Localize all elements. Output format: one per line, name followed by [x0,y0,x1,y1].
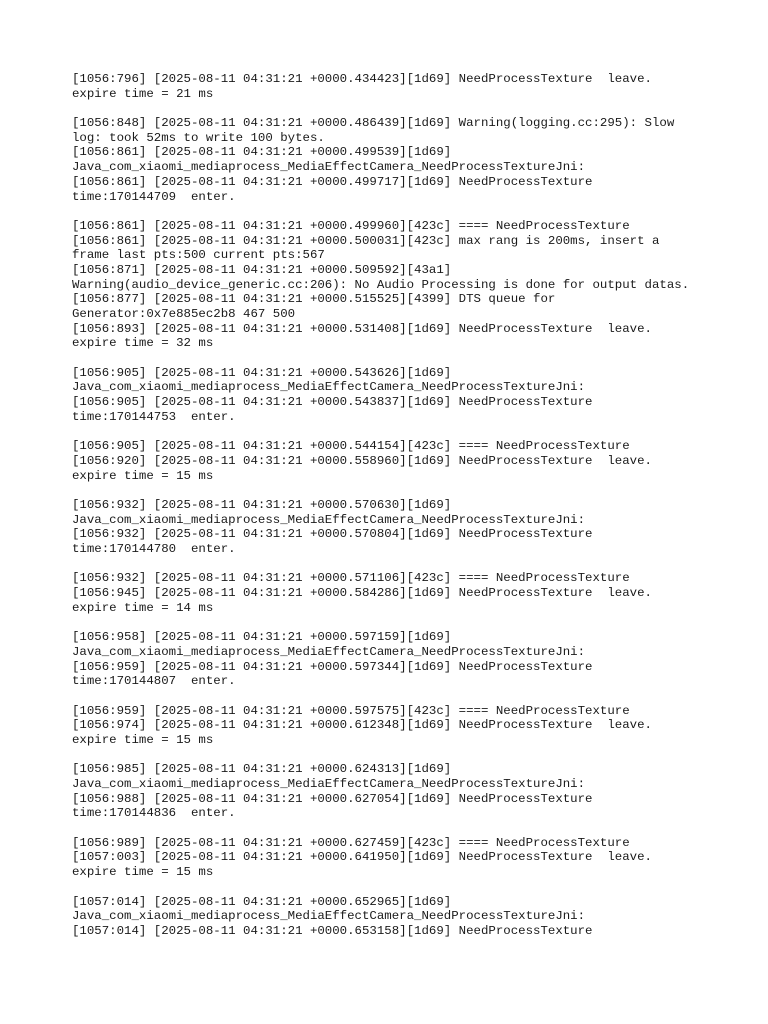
log-line: Warning(audio_device_generic.cc:206): No Audio Processing is done for output datas. [72,277,690,292]
log-line: Java_com_xiaomi_mediaprocess_MediaEffectCamera_NeedProcessTextureJni: [72,909,586,924]
log-line: [1056:945] [2025-08-11 04:31:21 +0000.584286][1d69] NeedProcessTexture leave. [72,586,652,601]
log-line: [1056:932] [2025-08-11 04:31:21 +0000.570804][1d69] NeedProcessTexture [72,527,593,542]
log-line: Generator:0x7e885ec2b8 467 500 [72,307,296,321]
blank-line [72,483,712,498]
log-line: expire time = 15 ms [72,865,214,880]
log-line: time:170144836 enter. [72,806,236,821]
log-line: Java_com_xiaomi_mediaprocess_MediaEffectCamera_NeedProcessTextureJni: [72,512,586,527]
log-line: [1056:974] [2025-08-11 04:31:21 +0000.612348][1d69] NeedProcessTexture leave. [72,718,652,733]
blank-line [72,821,712,836]
log-line: [1056:861] [2025-08-11 04:31:21 +0000.500031][423c] max rang is 200ms, insert a [72,233,660,248]
blank-line [72,425,712,440]
log-line: expire time = 21 ms [72,86,214,101]
log-line: expire time = 15 ms [72,732,214,747]
log-line: [1056:959] [2025-08-11 04:31:21 +0000.597344][1d69] NeedProcessTexture [72,659,593,674]
log-line: [1056:893] [2025-08-11 04:31:21 +0000.531408][1d69] NeedProcessTexture leave. [72,321,652,336]
log-line: [1056:905] [2025-08-11 04:31:21 +0000.544154][423c] ==== NeedProcessTexture [72,439,630,454]
log-line: [1056:905] [2025-08-11 04:31:21 +0000.543626][1d69] [72,365,452,380]
blank-line [72,351,712,366]
log-document [72,72,712,939]
log-line: [1056:848] [2025-08-11 04:31:21 +0000.486439][1d69] Warning(logging.cc:295): Slow [72,116,675,131]
log-line: [1056:871] [2025-08-11 04:31:21 +0000.509592][43a1] [72,262,452,277]
log-line: [1056:861] [2025-08-11 04:31:21 +0000.499539][1d69] [72,145,452,160]
log-line: [1056:989] [2025-08-11 04:31:21 +0000.627459][423c] ==== NeedProcessTexture [72,835,630,850]
blank-line [72,101,712,116]
log-line: [1056:796] [2025-08-11 04:31:21 +0000.434423][1d69] NeedProcessTexture leave. [72,72,652,86]
log-line: [1057:003] [2025-08-11 04:31:21 +0000.641950][1d69] NeedProcessTexture leave. [72,850,652,865]
log-line: time:170144709 enter. [72,189,236,204]
log-line: [1056:988] [2025-08-11 04:31:21 +0000.627054][1d69] NeedProcessTexture [72,791,593,806]
log-line: [1056:958] [2025-08-11 04:31:21 +0000.597159][1d69] [72,630,452,645]
log-line: [1056:985] [2025-08-11 04:31:21 +0000.624313][1d69] [72,762,452,777]
log-line: expire time = 15 ms [72,468,214,483]
log-line: Java_com_xiaomi_mediaprocess_MediaEffectCamera_NeedProcessTextureJni: [72,777,586,791]
log-line: [1057:014] [2025-08-11 04:31:21 +0000.652965][1d69] [72,894,452,909]
log-line: time:170144780 enter. [72,542,236,556]
blank-line [72,615,712,630]
log-line: time:170144753 enter. [72,409,236,424]
blank-line [72,204,712,219]
blank-line [72,557,712,572]
log-line: expire time = 32 ms [72,336,214,351]
log-line: [1056:905] [2025-08-11 04:31:21 +0000.543837][1d69] NeedProcessTexture [72,395,593,410]
log-line: [1057:014] [2025-08-11 04:31:21 +0000.653158][1d69] NeedProcessTexture [72,923,593,938]
log-line: [1056:861] [2025-08-11 04:31:21 +0000.499960][423c] ==== NeedProcessTexture [72,218,630,233]
log-line: [1056:877] [2025-08-11 04:31:21 +0000.515525][4399] DTS queue for [72,292,556,307]
log-line: Java_com_xiaomi_mediaprocess_MediaEffectCamera_NeedProcessTextureJni: [72,380,586,395]
log-line: Java_com_xiaomi_mediaprocess_MediaEffectCamera_NeedProcessTextureJni: [72,644,586,659]
log-line: [1056:920] [2025-08-11 04:31:21 +0000.558960][1d69] NeedProcessTexture leave. [72,453,652,468]
blank-line [72,880,712,895]
log-line: expire time = 14 ms [72,600,214,615]
log-line: Java_com_xiaomi_mediaprocess_MediaEffectCamera_NeedProcessTextureJni: [72,160,586,175]
log-line: [1056:932] [2025-08-11 04:31:21 +0000.570630][1d69] [72,497,452,512]
log-line: log: took 52ms to write 100 bytes. [72,130,325,145]
log-line: time:170144807 enter. [72,674,236,689]
log-line: [1056:861] [2025-08-11 04:31:21 +0000.499717][1d69] NeedProcessTexture [72,174,593,189]
log-line: [1056:959] [2025-08-11 04:31:21 +0000.597575][423c] ==== NeedProcessTexture [72,703,630,718]
log-line: [1056:932] [2025-08-11 04:31:21 +0000.571106][423c] ==== NeedProcessTexture [72,571,630,586]
blank-line [72,689,712,704]
blank-line [72,748,712,763]
log-line: frame last pts:500 current pts:567 [72,248,325,263]
